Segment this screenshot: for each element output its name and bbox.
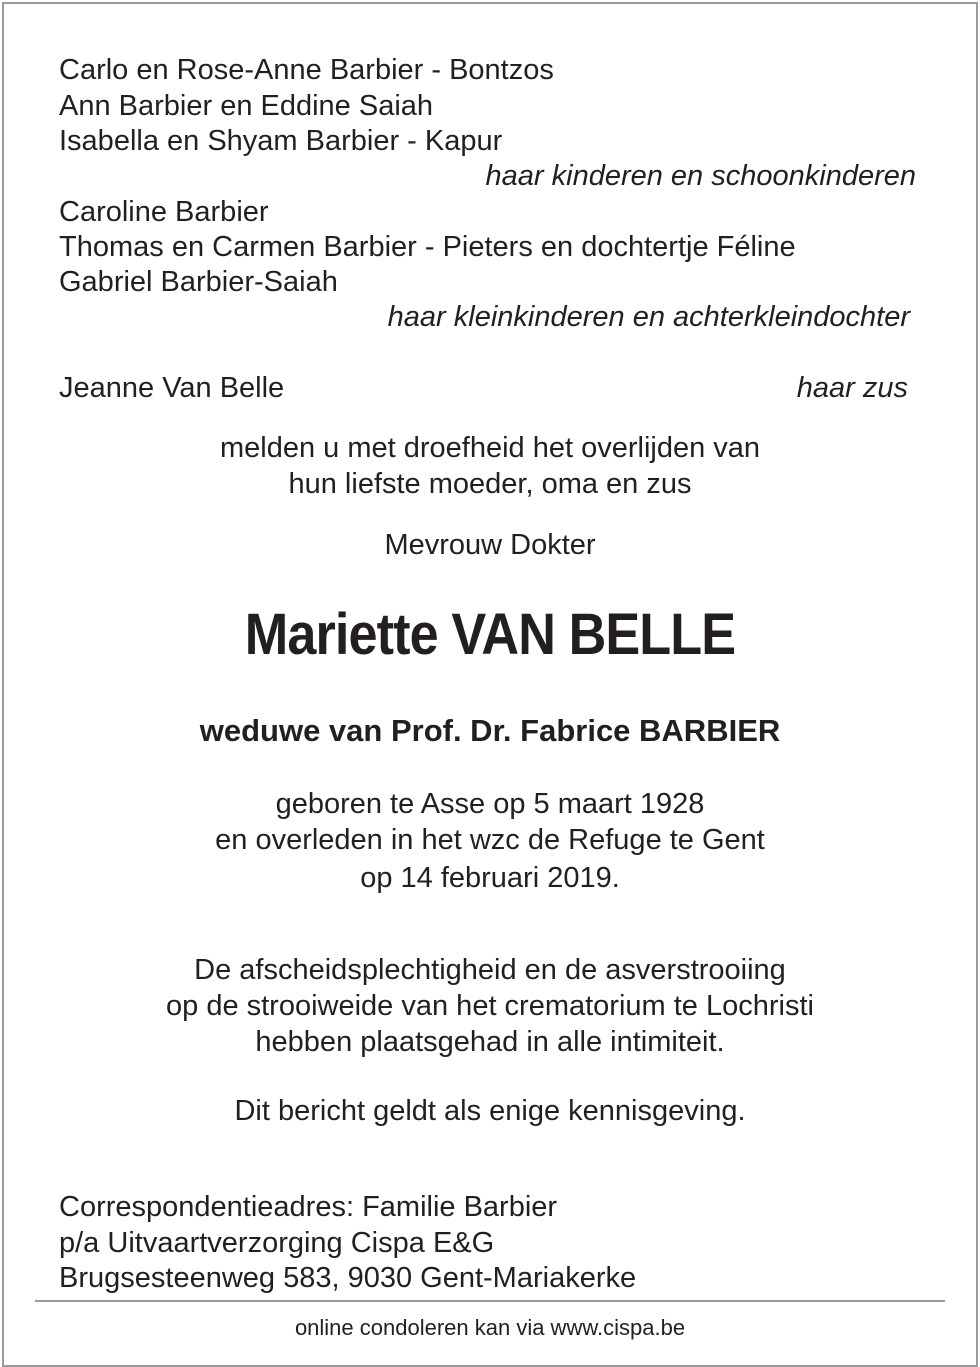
child-line: Isabella en Shyam Barbier - Kapur xyxy=(59,125,503,157)
birth-line: geboren te Asse op 5 maart 1928 xyxy=(275,788,705,820)
death-place-line: en overleden in het wzc de Refuge te Gent xyxy=(215,824,765,856)
correspondence-line: p/a Uitvaartverzorging Cispa E&G xyxy=(59,1227,495,1259)
widow-of: weduwe van Prof. Dr. Fabrice BARBIER xyxy=(199,713,781,748)
ceremony-line: hebben plaatsgehad in alle intimiteit. xyxy=(255,1026,725,1058)
footer-divider xyxy=(35,1300,945,1302)
ceremony-line: op de strooiweide van het crematorium te Lochristi xyxy=(166,990,814,1022)
ceremony-line: De afscheidsplechtigheid en de asverstrooiing xyxy=(194,954,786,986)
deceased-name: Mariette VAN BELLE xyxy=(244,602,736,667)
grandchildren-caption: haar kleinkinderen en achterkleindochter xyxy=(387,301,910,333)
grandchild-line: Gabriel Barbier-Saiah xyxy=(59,266,338,298)
sister-name: Jeanne Van Belle xyxy=(59,372,285,404)
grandchild-line: Thomas en Carmen Barbier - Pieters en dochtertje Féline xyxy=(59,231,796,263)
grandchild-line: Caroline Barbier xyxy=(59,196,269,228)
death-date-line: op 14 februari 2019. xyxy=(360,862,620,894)
correspondence-line: Correspondentieadres: Familie Barbier xyxy=(59,1191,558,1223)
children-caption: haar kinderen en schoonkinderen xyxy=(485,160,916,192)
footer-link[interactable]: online condoleren kan via www.cispa.be xyxy=(294,1315,686,1340)
sister-caption: haar zus xyxy=(796,372,908,404)
deceased-title: Mevrouw Dokter xyxy=(384,529,596,561)
child-line: Carlo en Rose-Anne Barbier - Bontzos xyxy=(59,54,554,86)
notice-line: Dit bericht geldt als enige kennisgeving. xyxy=(234,1095,746,1127)
announcement-line: hun liefste moeder, oma en zus xyxy=(288,468,692,500)
correspondence-line: Brugsesteenweg 583, 9030 Gent-Mariakerke xyxy=(59,1262,637,1294)
announcement-line: melden u met droefheid het overlijden van xyxy=(219,432,761,464)
child-line: Ann Barbier en Eddine Saiah xyxy=(59,90,434,122)
